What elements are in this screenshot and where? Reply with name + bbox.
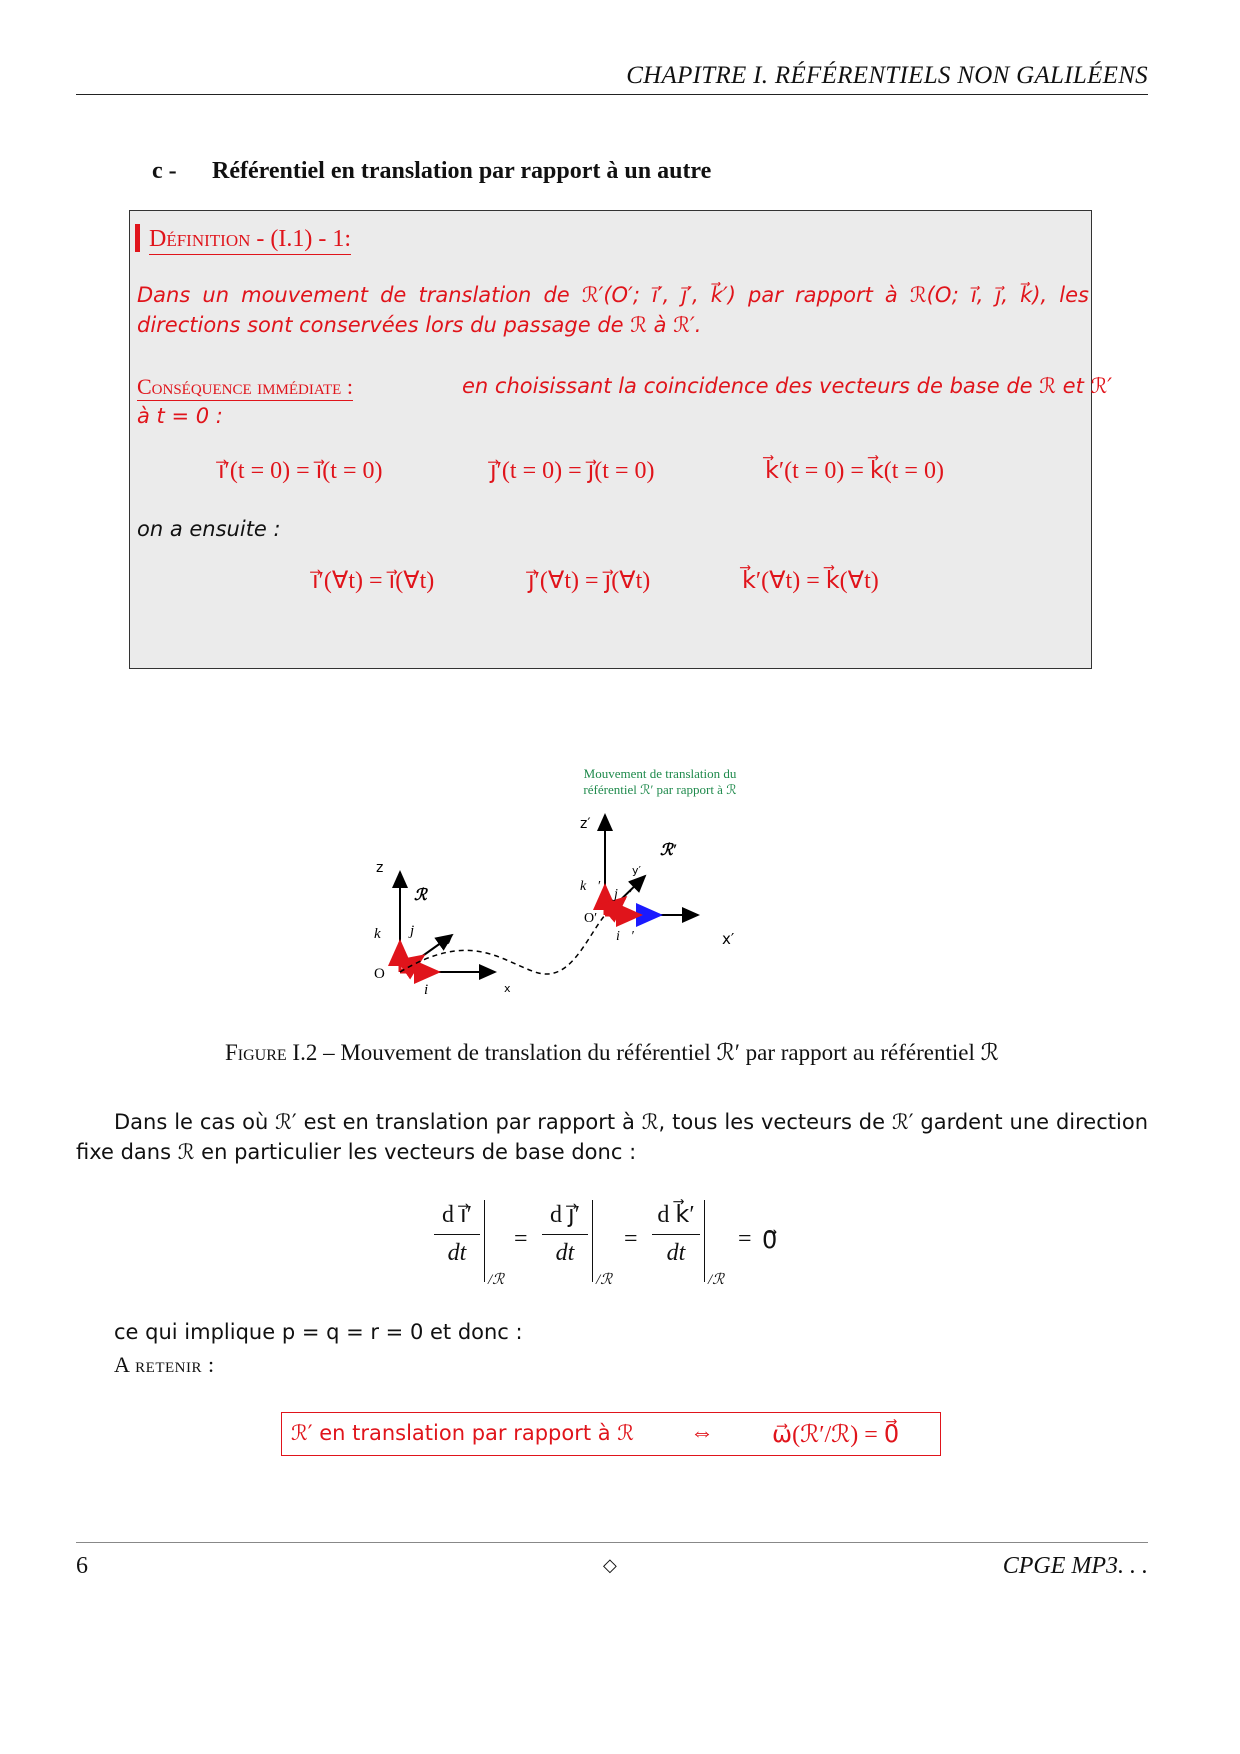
deriv-den-3: dt — [666, 1240, 686, 1266]
label-R: ℛ — [414, 887, 427, 904]
paragraph-2: ce qui implique p = q = r = 0 et donc : — [114, 1320, 523, 1344]
figure-caption-text: – Mouvement de translation du référentiel ℛ′ par rapport au référentiel ℛ — [317, 1040, 999, 1065]
label-yp: y′ — [632, 864, 642, 877]
label-kp: k⃗′ — [580, 879, 601, 894]
label-y: y — [446, 932, 453, 945]
fraction-bar-1 — [434, 1234, 480, 1235]
deriv-eq-2: = — [624, 1226, 638, 1252]
label-x: x — [504, 982, 511, 995]
equation-j-t0: j⃗′(t = 0) = j⃗(t = 0) — [490, 458, 655, 484]
header-rule — [76, 94, 1148, 95]
label-Rp: ℛ′ — [660, 842, 678, 859]
deriv-sub-2: /ℛ — [596, 1272, 613, 1288]
figure-caption — [76, 1040, 1148, 1066]
equation-i-all: i⃗′(∀t) = i⃗(∀t) — [312, 568, 435, 594]
equation-j-all: j⃗′(∀t) = j⃗(∀t) — [528, 568, 651, 594]
key-result-left: ℛ′ en translation par rapport à ℛ — [291, 1421, 635, 1445]
label-j: j⃗ — [410, 923, 426, 939]
label-i: i⃗ — [424, 982, 440, 998]
figure-title — [540, 766, 780, 798]
deriv-sub-3: /ℛ — [708, 1272, 725, 1288]
eval-bar-3 — [704, 1200, 705, 1282]
label-ip: i⃗′ — [616, 929, 634, 944]
definition-heading: Définition - (I.1) - 1: — [149, 226, 351, 255]
deriv-eq-1: = — [514, 1226, 528, 1252]
equation-k-t0: k⃗′(t = 0) = k⃗(t = 0) — [765, 458, 944, 484]
label-k: k⃗ — [374, 926, 393, 942]
footer-diamond: ◇ — [603, 1555, 617, 1576]
label-xp: x′ — [722, 930, 735, 948]
eval-bar-1 — [484, 1200, 485, 1282]
deriv-den-1: dt — [447, 1240, 467, 1266]
derivative-equation — [432, 1200, 792, 1295]
label-z: z — [376, 860, 384, 876]
label-O: O — [374, 966, 385, 982]
figure-title-line2: référentiel ℛ′ par rapport à ℛ — [583, 782, 737, 797]
section-title — [152, 158, 711, 185]
fraction-bar-2 — [542, 1234, 588, 1235]
key-result-right: ω⃗(ℛ′/ℛ) = 0⃗ — [772, 1422, 900, 1448]
eval-bar-2 — [592, 1200, 593, 1282]
section-letter: c - — [152, 158, 177, 184]
paragraph-1-line2: fixe dans ℛ en particulier les vecteurs de base donc : — [76, 1140, 637, 1164]
label-jp: j⃗′ — [614, 887, 632, 902]
deriv-sub-1: /ℛ — [488, 1272, 505, 1288]
translation-figure — [360, 800, 740, 1010]
definition-box — [129, 210, 1092, 669]
equation-k-all: k⃗′(∀t) = k⃗(∀t) — [742, 568, 879, 594]
figure-title-line1: Mouvement de translation du — [583, 766, 737, 781]
deriv-zero: 0⃗ — [762, 1228, 778, 1254]
label-Op: O′ — [584, 911, 598, 926]
deriv-num-j: d j⃗′ — [550, 1202, 580, 1228]
definition-text-line2: directions sont conservées lors du passage de ℛ à ℛ′. — [137, 313, 702, 337]
equation-i-t0: i⃗′(t = 0) = i⃗(t = 0) — [218, 458, 383, 484]
definition-marker — [135, 224, 140, 252]
label-zp: z′ — [580, 816, 591, 832]
section-title-text: Référentiel en translation par rapport à un autre — [212, 158, 712, 184]
footer-rule — [76, 1542, 1148, 1543]
deriv-den-2: dt — [555, 1240, 575, 1266]
consequence-label: Conséquence immédiate : — [137, 374, 353, 399]
deriv-num-i: d i⃗′ — [442, 1202, 472, 1228]
trajectory-path — [400, 915, 605, 974]
footer-course: CPGE MP3. . . — [1002, 1553, 1148, 1579]
consequence-text-line2: à t = 0 : — [137, 404, 223, 428]
retenir-label: A retenir : — [114, 1352, 215, 1377]
fraction-bar-3 — [652, 1234, 700, 1235]
paragraph-1-line1: Dans le cas où ℛ′ est en translation par rapport à ℛ, tous les vecteurs de ℛ′ gardent une direction — [114, 1110, 1148, 1134]
definition-text-line1: Dans un mouvement de translation de ℛ′(O′; i⃗′, j⃗′, k⃗′) par rapport à ℛ(O; i⃗, j⃗, k⃗), les — [137, 283, 1089, 307]
deriv-eq-3: = — [738, 1226, 752, 1252]
deriv-num-k: d k⃗′ — [657, 1202, 695, 1228]
key-result-equivalence: ⇔ — [690, 1420, 714, 1446]
running-title: CHAPITRE I. RÉFÉRENTIELS NON GALILÉENS — [626, 62, 1148, 89]
then-label: on a ensuite : — [137, 517, 281, 541]
figure-caption-label: Figure I.2 — [225, 1040, 318, 1065]
consequence-text-line1: en choisissant la coincidence des vecteurs de base de ℛ et ℛ′ — [462, 374, 1113, 398]
page-number: 6 — [76, 1553, 88, 1579]
